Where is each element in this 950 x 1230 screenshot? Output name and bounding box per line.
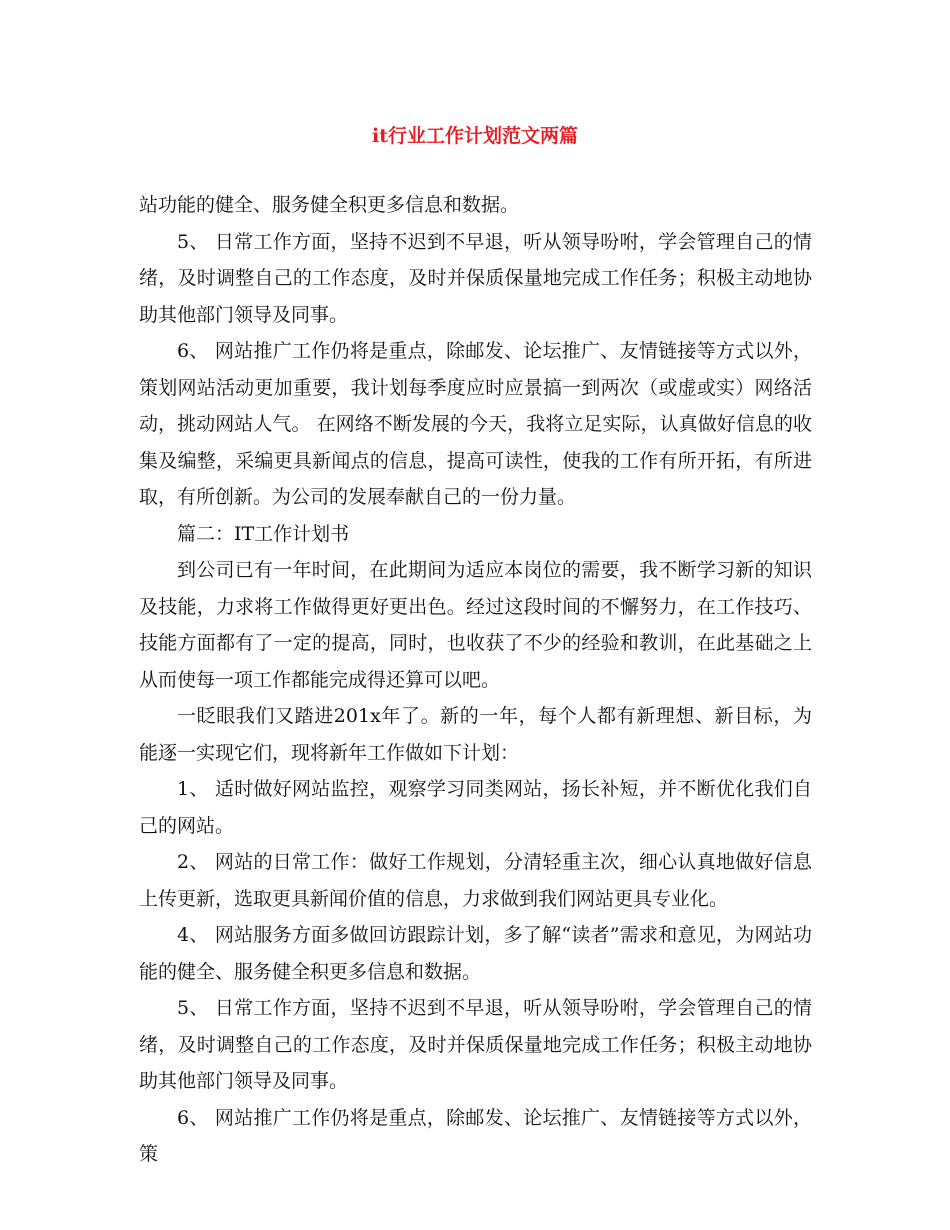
paragraph-item-5-repeat: 5、 日常工作方面，坚持不迟到不早退，听从领导吩咐，学会管理自己的情绪，及时调整自己的工作态度，及时并保质保量地完成工作任务；积极主动地协助其他部门领导及同事。	[139, 997, 812, 1092]
paragraph-item-4: 4、 网站服务方面多做回访跟踪计划，多了解“读者”需求和意见，为网站功能的健全、服务健全积更多信息和数据。	[139, 924, 812, 983]
paragraph-new-year: 一眨眼我们又踏进201x年了。新的一年，每个人都有新理想、新目标，为能逐一实现它们，现将新年工作做如下计划：	[139, 705, 812, 764]
paragraph-item-1: 1、 适时做好网站监控，观察学习同类网站，扬长补短，并不断优化我们自己的网站。	[139, 778, 812, 837]
paragraph-item-6: 6、 网站推广工作仍将是重点，除邮发、论坛推广、友情链接等方式以外，策划网站活动更加重要，我计划每季度应时应景搞一到两次（或虚或实）网络活动，挑动网站人气。 在网络不断发展的今天，我将立足实际，认真做好信息的收集及编整，采编更具新闻点的信息，提高可读性，使我的工作有所开拓，有所进取，有所创新。为公司的发展奉献自己的一份力量。	[139, 340, 812, 508]
paragraph-item-6-repeat: 6、 网站推广工作仍将是重点，除邮发、论坛推广、友情链接等方式以外，策	[139, 1106, 812, 1165]
section-heading-part-two: 篇二：IT工作计划书	[177, 522, 350, 545]
document-title: it行业工作计划范文两篇	[372, 125, 578, 147]
paragraph-item-5: 5、 日常工作方面，坚持不迟到不早退，听从领导吩咐，学会管理自己的情绪，及时调整自己的工作态度，及时并保质保量地完成工作任务；积极主动地协助其他部门领导及同事。	[139, 230, 812, 326]
paragraph-item-2: 2、 网站的日常工作：做好工作规划，分清轻重主次，细心认真地做好信息上传更新，选取更具新闻价值的信息，力求做到我们网站更具专业化。	[139, 851, 812, 910]
paragraph-continuation: 站功能的健全、服务健全积更多信息和数据。	[139, 194, 520, 216]
paragraph-intro: 到公司已有一年时间，在此期间为适应本岗位的需要，我不断学习新的知识及技能，力求将工作做得更好更出色。经过这段时间的不懈努力，在工作技巧、技能方面都有了一定的提高，同时，也收获了不少的经验和教训，在此基础之上从而使每一项工作都能完成得还算可以吧。	[139, 559, 812, 691]
document-body	[139, 187, 812, 1173]
